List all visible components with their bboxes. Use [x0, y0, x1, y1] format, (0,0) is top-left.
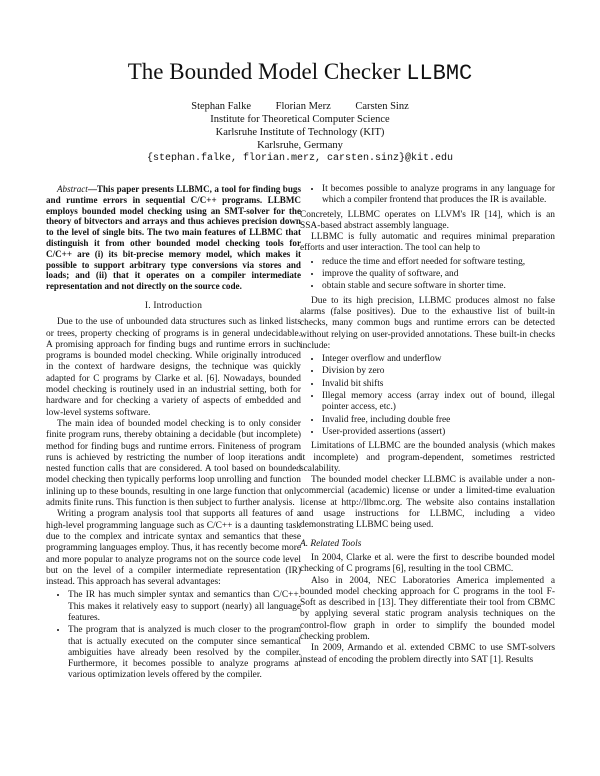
intro-paragraph: Writing a program analysis tool that supports all features of a high-level programming language such as C/C++ is a daunting task due to the complex and intricate syntax and semantics that these programming languages employ. Thus, it has recently become more and more popular to analyze programs not on the source code level but on the level of a compiler intermediate representation (IR) instead. This approach has several advantages:	[46, 509, 301, 588]
body-paragraph: Concretely, LLBMC operates on LLVM's IR [14], which is an SSA-based abstract assembly language.	[300, 209, 555, 231]
body-paragraph: Due to its high precision, LLBMC produces almost no false alarms (false positives). Due to the exhaustive list of built-in checks, many common bugs and runtime errors can be detected without relying on user-provided annotations. These built-in checks include:	[300, 295, 555, 351]
checks-list	[300, 354, 555, 438]
right-column	[300, 184, 555, 666]
list-item: • improve the quality of software, and	[322, 269, 555, 280]
affiliation-line: Institute for Theoretical Computer Science	[210, 114, 390, 125]
title-text: The Bounded Model Checker	[127, 59, 401, 84]
intro-paragraph: Due to the use of unbounded data structures such as linked lists or trees, property checking of programs is in general undecidable. A promising approach for finding bugs and runtime errors in such programs is bounded model checking. While originally introduced in the context of hardware designs, the technique was quickly adapted for C programs by Clarke et al. [6]. Nowadays, bounded model checking is routinely used in an industrial setting, both for hardware and for checking a variety of aspects of embedded and low-level systems software.	[46, 317, 301, 418]
author-name: Stephan Falke	[191, 101, 252, 112]
body-paragraph: Also in 2004, NEC Laboratories America implemented a bounded model checking approach for C programs in the tool F-Soft as described in [13]. They differentiate their tool from CBMC by applying several static program analysis techniques on the control-flow graph in order to simplify the bounded model checking problem.	[300, 575, 555, 642]
title-tool-name: LLBMC	[406, 61, 473, 86]
list-item: • The program that is analyzed is much closer to the program that is actually executed on the computer since semantical ambiguities have already been resolved by the compiler. Furthermore, it becomes possible to analyze programs at various optimization levels offered by the compiler.	[68, 625, 301, 681]
intro-paragraph: The main idea of bounded model checking is to only consider finite program runs, thereby obtaining a decidable (but incomplete) method for finding bugs and runtime errors. Finiteness of program runs is achieved by restricting the number of loop iterations and nested function calls that are considered. A tool based on bounded model checking then typically performs loop unrolling and function inlining up to these bounds, resulting in one large function that only admits finite runs. This function is then subject to further analysis.	[46, 418, 301, 509]
body-paragraph: In 2009, Armando et al. extended CBMC to use SMT-solvers instead of encoding the problem directly into SAT [1]. Results	[300, 643, 555, 665]
author-name: Carsten Sinz	[355, 101, 409, 112]
section-heading-introduction: I. Introduction	[144, 300, 203, 311]
body-paragraph: The bounded model checker LLBMC is available under a non-commercial (academic) license or under a limited-time evaluation license at http://llbmc.org. The website also contains installation and usage instructions for LLBMC, including a video demonstrating LLBMC being used.	[300, 475, 555, 531]
benefits-list	[300, 257, 555, 293]
location-line: Karlsruhe, Germany	[257, 140, 343, 151]
abstract-lead: Abstract	[57, 184, 88, 194]
subsection-heading-related-tools: A. Related Tools	[300, 538, 362, 549]
advantages-list-continued	[300, 184, 555, 207]
body-paragraph: In 2004, Clarke et al. were the first to describe bounded model checking of C programs [6], resulting in the tool CBMC.	[300, 552, 555, 575]
list-item: • It becomes possible to analyze programs in any language for which a compiler frontend that produces the IR is available.	[322, 184, 555, 207]
author-block	[0, 100, 600, 165]
advantages-list	[46, 590, 301, 681]
list-item: • Illegal memory access (array index out of bound, illegal pointer access, etc.)	[322, 391, 555, 414]
list-item: • Integer overflow and underflow	[322, 354, 555, 365]
author-names	[0, 100, 600, 113]
list-item: • Division by zero	[322, 366, 555, 377]
abstract-text: —This paper presents LLBMC, a tool for finding bugs and runtime errors in sequential C/C++ programs. LLBMC employs bounded model checking using an SMT-solver for the theory of bitvectors and arrays and thus achieves precision down to the level of single bits. The two main features of LLBMC that distinguish it from other bounded model checking tools for C/C++ are (i) its bit-precise memory model, which makes it possible to support arbitrary type conversions via stores and loads; and (ii) that it operates on a compiler intermediate representation and not directly on the source code.	[46, 184, 301, 292]
author-name: Florian Merz	[275, 101, 331, 112]
body-paragraph: Limitations of LLBMC are the bounded analysis (which makes it incomplete) and program-dependent, sometimes restricted scalability.	[300, 441, 555, 474]
left-column	[46, 184, 301, 685]
email-line: {stephan.falke, florian.merz, carsten.sinz}@kit.edu	[146, 153, 454, 164]
list-item: • obtain stable and secure software in shorter time.	[322, 281, 555, 292]
paper-title	[0, 58, 600, 88]
list-item: • Invalid free, including double free	[322, 415, 555, 426]
list-item: • reduce the time and effort needed for software testing,	[322, 257, 555, 268]
list-item: • The IR has much simpler syntax and semantics than C/C++. This makes it relatively easy to support (nearly) all language features.	[68, 590, 301, 624]
list-item: • User-provided assertions (assert)	[322, 427, 555, 438]
list-item: • Invalid bit shifts	[322, 379, 555, 390]
body-paragraph: LLBMC is fully automatic and requires minimal preparation efforts and user interaction. The tool can help to	[300, 232, 555, 254]
affiliation-line: Karlsruhe Institute of Technology (KIT)	[215, 127, 385, 138]
abstract-paragraph	[46, 184, 301, 292]
